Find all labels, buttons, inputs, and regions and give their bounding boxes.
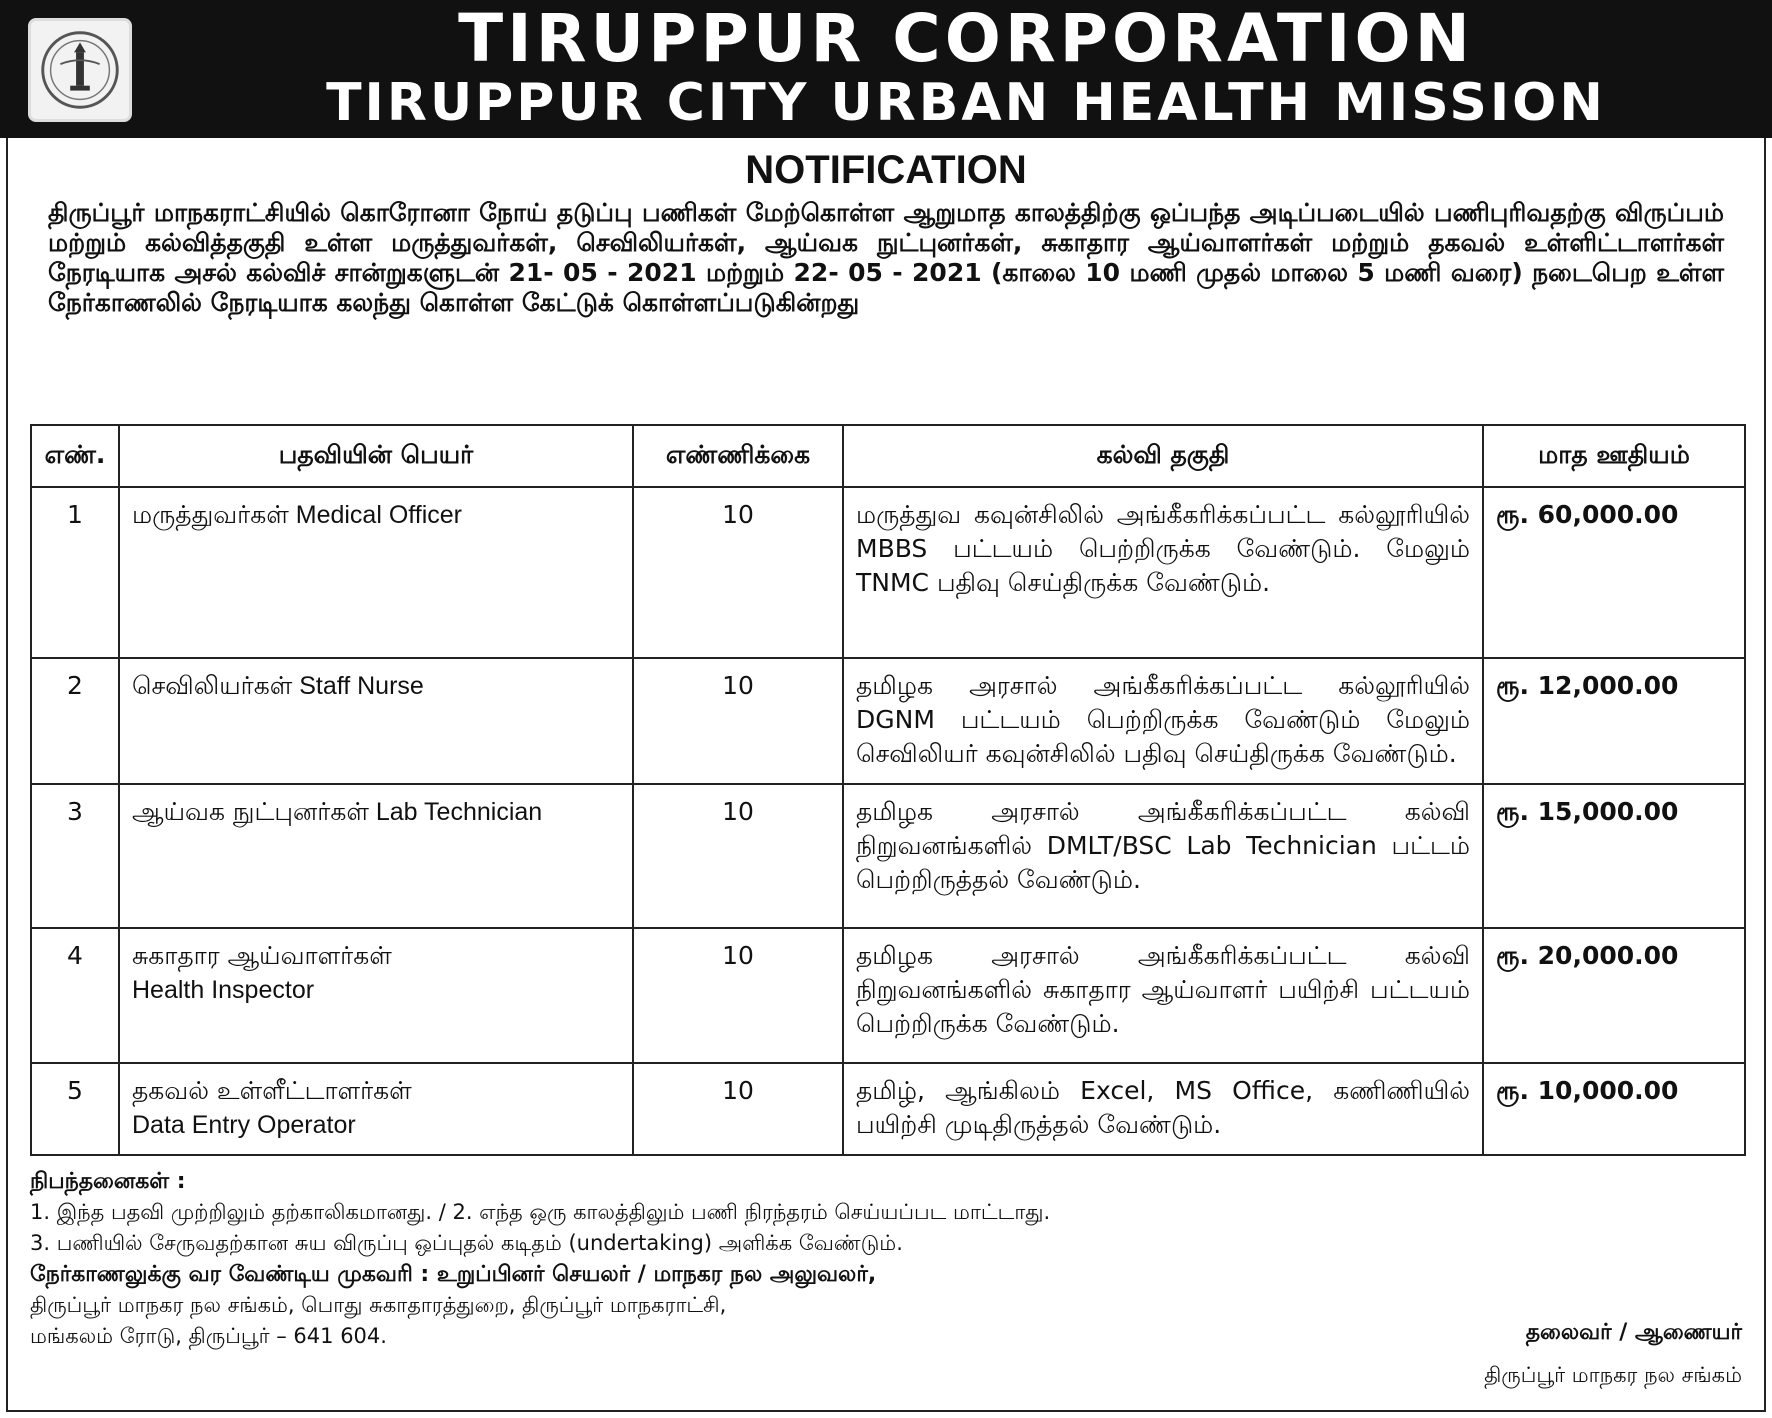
post-name-english: Medical Officer xyxy=(295,501,463,529)
serial-no: 3 xyxy=(31,784,119,928)
salary xyxy=(1483,1063,1745,1155)
qualification: தமிழ், ஆங்கிலம் Excel, MS Office, கணிணியில் பயிற்சி முடிதிருத்தல் வேண்டும். xyxy=(843,1063,1483,1155)
table-header-row xyxy=(31,425,1745,487)
post-name-english: Staff Nurse xyxy=(299,671,424,700)
post-name xyxy=(119,487,633,658)
post-name-tamil: செவிலியர்கள் xyxy=(132,670,293,700)
post-name-english: Lab Technician xyxy=(375,797,543,826)
salary-amount: 10,000.00 xyxy=(1537,1075,1679,1105)
header-qualification: கல்வி தகுதி xyxy=(843,425,1483,487)
post-count: 10 xyxy=(633,487,843,658)
conditions-section xyxy=(30,1166,1530,1352)
post-name-english: Data Entry Operator xyxy=(132,1110,356,1139)
post-name xyxy=(119,784,633,928)
signatory-title: தலைவர் / ஆணையர் xyxy=(1525,1320,1742,1345)
post-name xyxy=(119,658,633,784)
notification-title: NOTIFICATION xyxy=(745,148,1027,192)
salary-prefix: ரூ. xyxy=(1496,500,1529,529)
qualification: தமிழக அரசால் அங்கீகரிக்கப்பட்ட கல்வி நிறுவனங்களில் சுகாதார ஆய்வாளர் பயிற்சி பட்டயம் பெற்றிருக்க வேண்டும். xyxy=(843,928,1483,1062)
table-row xyxy=(31,784,1745,928)
mission-subtitle: TIRUPPUR CITY URBAN HEALTH MISSION xyxy=(326,73,1606,133)
salary-amount: 12,000.00 xyxy=(1537,670,1679,700)
salary-prefix: ரூ. xyxy=(1496,670,1529,700)
post-count: 10 xyxy=(633,928,843,1062)
salary-amount: 20,000.00 xyxy=(1537,941,1679,971)
post-name xyxy=(119,928,633,1062)
post-count: 10 xyxy=(633,1063,843,1155)
salary-prefix: ரூ. xyxy=(1496,941,1529,971)
qualification: மருத்துவ கவுன்சிலில் அங்கீகரிக்கப்பட்ட கல்லூரியில் MBBS பட்டயம் பெற்றிருக்க வேண்டும். மேலும் TNMC பதிவு செய்திருக்க வேண்டும். xyxy=(843,487,1483,658)
salary xyxy=(1483,487,1745,658)
qualification: தமிழக அரசால் அங்கீகரிக்கப்பட்ட கல்வி நிறுவனங்களில் DMLT/BSC Lab Technician பட்டம் பெற்றிருத்தல் வேண்டும். xyxy=(843,784,1483,928)
intro-paragraph: திருப்பூர் மாநகராட்சியில் கொரோனா நோய் தடுப்பு பணிகள் மேற்கொள்ள ஆறுமாத காலத்திற்கு ஒப்பந்த அடிப்படையில் பணிபுரிவதற்கு விருப்பம் மற்றும் கல்வித்தகுதி உள்ள மருத்துவர்கள், செவிலியர்கள், ஆய்வக நுட்புனர்கள், சுகாதார ஆய்வாளர்கள் மற்றும் தகவல் உள்ளிட்டாளர்கள் நேரடியாக அசல் கல்விச் சான்றுகளுடன் 21- 05 - 2021 மற்றும் 22- 05 - 2021 (காலை 10 மணி முதல் மாலை 5 மணி வரை) நடைபெற உள்ள நேர்காணலில் நேரடியாக கலந்து கொள்ள கேட்டுக் கொள்ளப்படுகின்றது xyxy=(48,198,1724,317)
qualification: தமிழக அரசால் அங்கீகரிக்கப்பட்ட கல்லூரியில் DGNM பட்டயம் பெற்றிருக்க வேண்டும் மேலும் செவிலியர் கவுன்சிலில் பதிவு செய்திருக்க வேண்டும். xyxy=(843,658,1483,784)
corporation-title: TIRUPPUR CORPORATION xyxy=(458,0,1474,77)
address-heading: நேர்காணலுக்கு வர வேண்டிய முகவரி : உறுப்பினர் செயலர் / மாநகர நல அலுவலர், xyxy=(30,1262,877,1287)
condition-line-1: 1. இந்த பதவி முற்றிலும் தற்காலிகமானது. / 2. எந்த ஒரு காலத்திலும் பணி நிரந்தரம் செய்யப்பட மாட்டாது. xyxy=(30,1200,1051,1224)
post-count: 10 xyxy=(633,658,843,784)
salary xyxy=(1483,784,1745,928)
header-count: எண்ணிக்கை xyxy=(633,425,843,487)
serial-no: 2 xyxy=(31,658,119,784)
salary-prefix: ரூ. xyxy=(1496,796,1529,826)
post-name-tamil: தகவல் உள்ளீட்டாளர்கள் xyxy=(132,1075,412,1105)
post-name-tamil: மருத்துவர்கள் xyxy=(132,500,289,529)
signature-block xyxy=(1484,1312,1742,1396)
serial-no: 5 xyxy=(31,1063,119,1155)
salary-amount: 60,000.00 xyxy=(1537,500,1679,529)
signatory-org: திருப்பூர் மாநகர நல சங்கம் xyxy=(1484,1363,1742,1387)
table-row xyxy=(31,1063,1745,1155)
salary-amount: 15,000.00 xyxy=(1537,796,1679,826)
conditions-heading: நிபந்தனைகள் : xyxy=(30,1169,186,1194)
serial-no: 1 xyxy=(31,487,119,658)
header-post-name: பதவியின் பெயர் xyxy=(119,425,633,487)
header-monthly-salary: மாத ஊதியம் xyxy=(1483,425,1745,487)
condition-line-2: 3. பணியில் சேருவதற்கான சுய விருப்பு ஒப்புதல் கடிதம் (undertaking) அளிக்க வேண்டும். xyxy=(30,1231,903,1255)
table-row xyxy=(31,658,1745,784)
corporation-emblem-icon xyxy=(28,18,132,122)
header-serial-no: எண். xyxy=(31,425,119,487)
salary xyxy=(1483,658,1745,784)
address-line-2: மங்கலம் ரோடு, திருப்பூர் – 641 604. xyxy=(30,1324,387,1348)
post-name-tamil: ஆய்வக நுட்புனர்கள் xyxy=(132,796,369,826)
serial-no: 4 xyxy=(31,928,119,1062)
post-name-english: Health Inspector xyxy=(132,976,315,1005)
table-row xyxy=(31,928,1745,1062)
post-count: 10 xyxy=(633,784,843,928)
header-banner xyxy=(0,0,1772,138)
salary-prefix: ரூ. xyxy=(1496,1075,1529,1105)
post-name xyxy=(119,1063,633,1155)
address-line-1: திருப்பூர் மாநகர நல சங்கம், பொது சுகாதாரத்துறை, திருப்பூர் மாநகராட்சி, xyxy=(30,1293,727,1317)
table-row xyxy=(31,487,1745,658)
vacancy-table xyxy=(30,424,1746,1156)
post-name-tamil: சுகாதார ஆய்வாளர்கள் xyxy=(132,941,392,971)
salary xyxy=(1483,928,1745,1062)
